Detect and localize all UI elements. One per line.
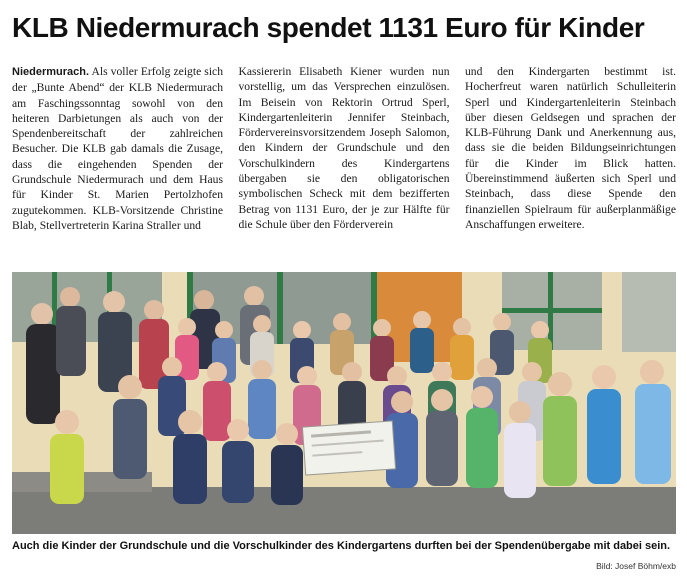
window-frame	[548, 272, 553, 350]
paragraph	[12, 64, 223, 233]
dateline: Niedermurach.	[12, 66, 90, 78]
window-frame	[277, 272, 283, 344]
cheque	[302, 421, 395, 475]
ground	[12, 487, 676, 534]
article-column-3	[465, 64, 676, 233]
column-1-text: Als voller Erfolg zeigte sich der „Bunte Abend“ der KLB Niedermurach am Faschingssonntag sowohl von den heiteren Darbietungen als auch von der Spendenbereitschaft der zahlreichen Besucher. Die KLB gab damals die Zusage, dass die eingehenden Spenden der Grundschule Niedermurach und dem Haus für Kinder St. Marien Pertolzhofen zugutekommen. KLB-Vorsitzende Christine Blab, Stellvertreterin Karina Straller und	[12, 65, 223, 232]
group-photo	[12, 272, 676, 534]
column-3-text: und den Kindergarten bestimmt ist. Hocherfreut waren natürlich Schulleiterin Sperl und Kindergartenleiterin Steinbach über diesen Geldsegen und sprachen der KLB-Führung Dank und Anerkennung aus, dass sie die beiden Bildungseinrichtungen für die Kinder im Blick hatten. Übereinstimmend äußerten sich Sperl und Steinbach, dass diese Spende den finanziellen Spielraum für außerplanmäßige Anschaffungen erweitere.	[465, 65, 676, 231]
article-column-1	[12, 64, 223, 233]
column-2-text: Kassiererin Elisabeth Kiener wurden nun vorstellig, um das Versprechen einzulösen. Im Beisein von Rektorin Ortrud Sperl, Kindergartenleiterin Jennifer Steinbach, Fördervereinsvorsitzendem Joseph Salomon, den Kindern der Grundschule und den Vorschulkindern des Kindergartens übergaben sie den obligatorischen symbolischen Scheck mit dem bezifferten Betrag von 1131 Euro, der je zur Hälfte für die Schule über den Förderverein	[238, 65, 450, 231]
article-headline: KLB Niedermurach spendet 1131 Euro für Kinder	[12, 12, 645, 43]
article-body	[12, 64, 676, 233]
photo-caption: Auch die Kinder der Grundschule und die Vorschulkinder des Kindergartens durften bei der Spendenübergabe mit dabei sein.	[12, 540, 671, 552]
window-far-right	[622, 272, 676, 352]
photo-illustration	[12, 272, 676, 534]
article-column-2	[239, 64, 450, 233]
photo-credit: Bild: Josef Böhm/exb	[596, 561, 676, 571]
